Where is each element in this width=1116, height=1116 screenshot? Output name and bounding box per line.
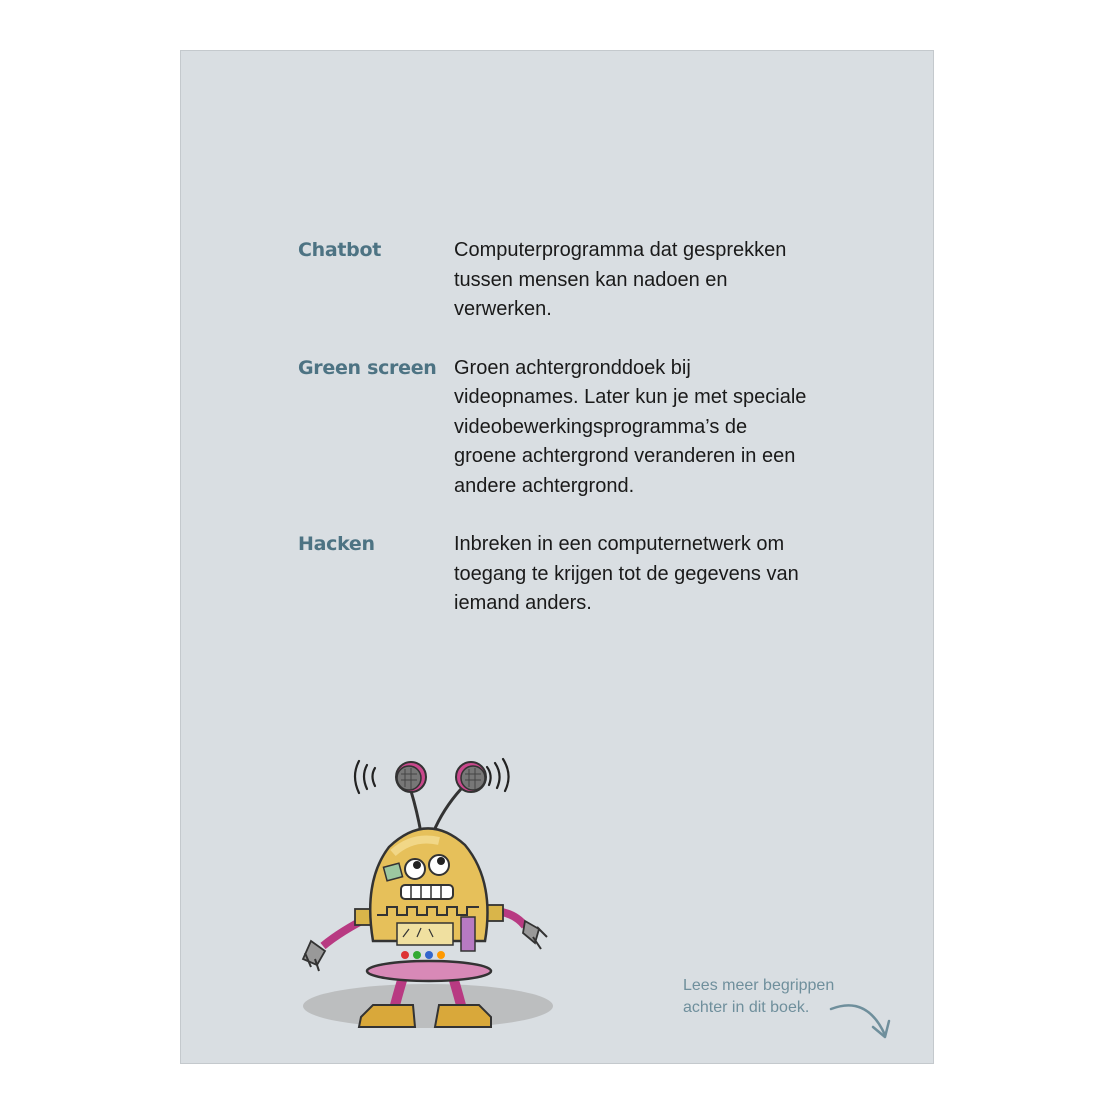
glossary-entry	[298, 354, 838, 502]
glossary-definition: Groen achtergronddoek bij videopnames. Later kun je met speciale videobewerkingsprogramma’s de groene achtergrond veranderen in een andere achtergrond.	[454, 356, 807, 497]
glossary-entry	[298, 236, 838, 325]
glossary-term: Green screen	[298, 356, 437, 379]
read-more-note	[683, 975, 834, 1019]
robot-illustration	[293, 741, 563, 1041]
glossary-definition: Inbreken in een computernetwerk om toegang te krijgen tot de gegevens van iemand anders.	[454, 533, 799, 614]
curved-arrow-icon	[827, 997, 893, 1043]
note-line: Lees meer begrippen	[683, 977, 835, 994]
book-page	[180, 50, 934, 1064]
glossary-term: Chatbot	[298, 239, 382, 261]
glossary-term: Hacken	[298, 533, 375, 555]
glossary-definition: Computerprogramma dat gesprekken tussen mensen kan nadoen en verwerken.	[454, 239, 787, 320]
glossary-entry	[298, 530, 838, 619]
glossary-list	[298, 236, 838, 648]
note-line: achter in dit boek.	[683, 999, 810, 1016]
